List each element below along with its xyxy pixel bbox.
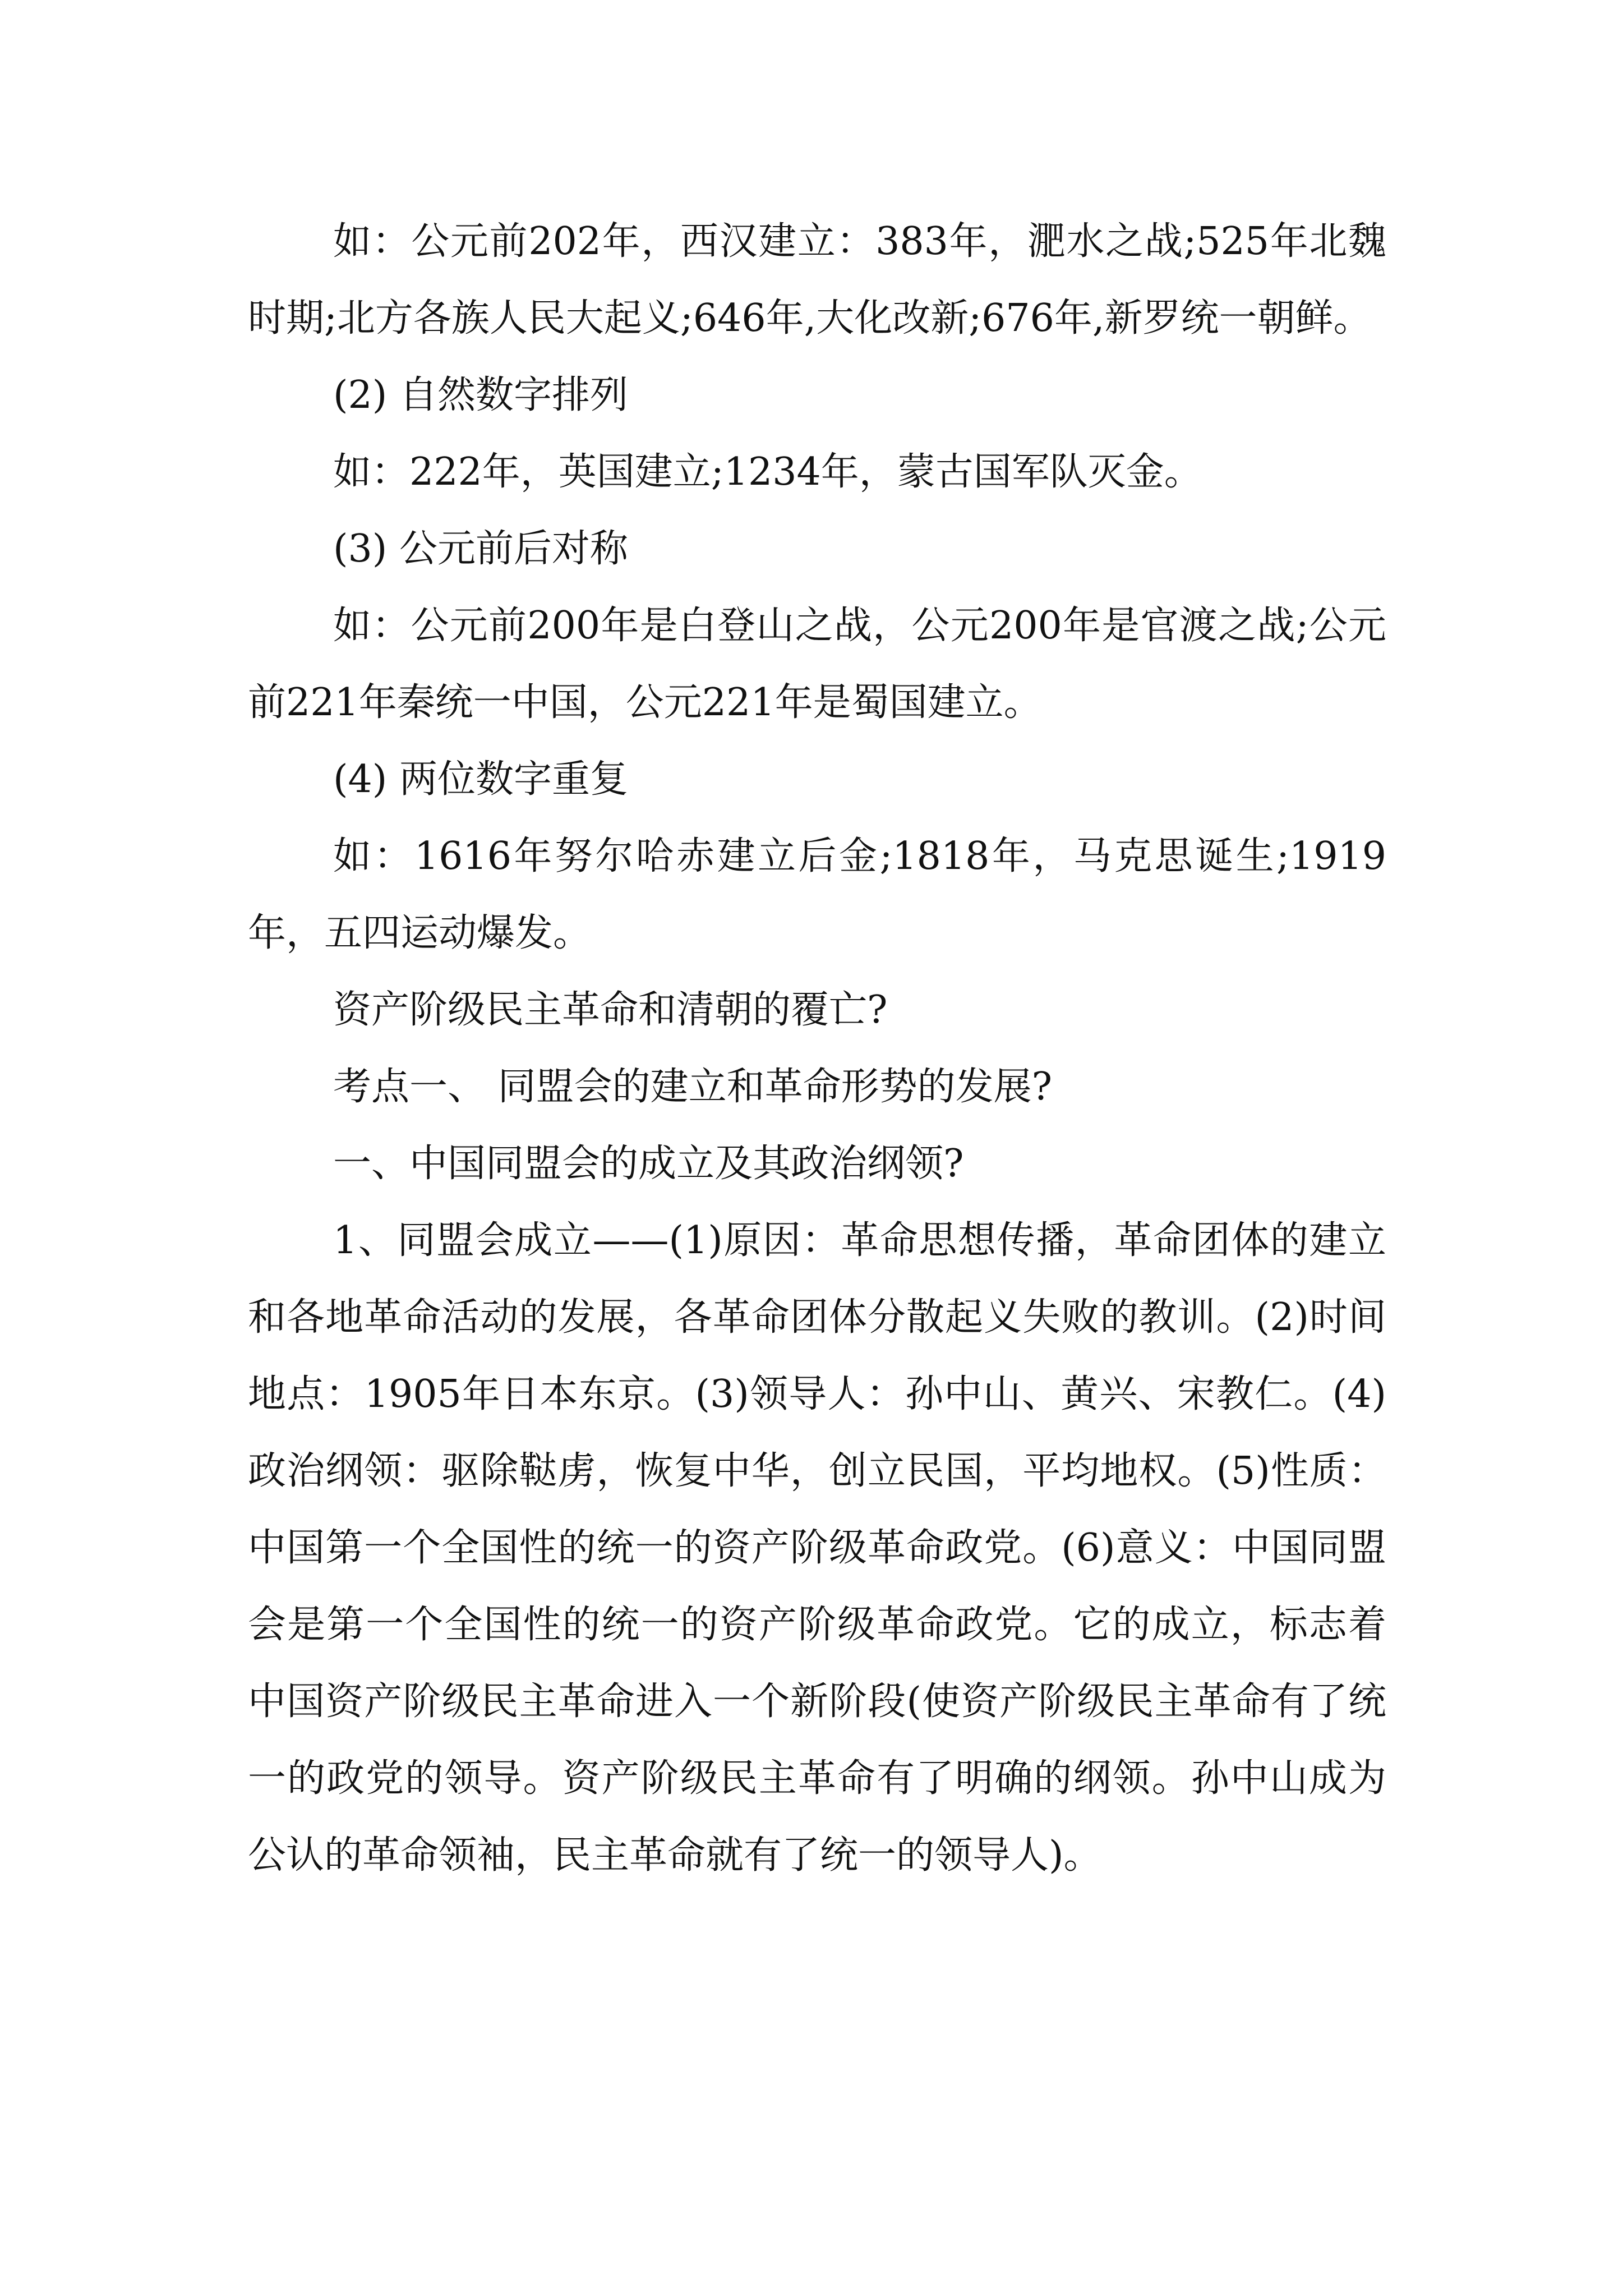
paragraph-natural-order-heading: (2) 自然数字排列 bbox=[333, 373, 628, 417]
paragraph-tongmenghui-details: 1、同盟会成立——(1)原因：革命思想传播，革命团体的建立和各地革命活动的发展，各革命团体分散起义失败的教训。(2)时间地点：1905年日本东京。(3)领导人：孙中山、黄兴、宋教仁。(4)政治纲领：驱除鞑虏，恢复中华，创立民国，平均地权。(5)性质：中国第一个全国性的统一的资产阶级革命政党。(6)意义：中国同盟会是第一个全国性的统一的资产阶级革命政党。它的成立，标志着中国资产阶级民主革命进入一个新阶段(使资产阶级民主革命有了统一的政党的领导。资产阶级民主革命有了明确的纲领。孙中山成为公认的革命领袖，民主革命就有了统一的领导人)。 bbox=[248, 1218, 1386, 1878]
paragraph-repeat-heading: (4) 两位数字重复 bbox=[333, 757, 628, 802]
document-page bbox=[248, 203, 1386, 1894]
paragraph-natural-order-example: 如：222年，英国建立;1234年，蒙古国军队灭金。 bbox=[333, 450, 1202, 494]
paragraph-section-title: 资产阶级民主革命和清朝的覆亡? bbox=[333, 988, 888, 1032]
paragraph-symmetry-heading: (3) 公元前后对称 bbox=[333, 527, 628, 571]
paragraph-symmetry-example: 如：公元前200年是白登山之战，公元200年是官渡之战;公元前221年秦统一中国，公元221年是蜀国建立。 bbox=[248, 604, 1386, 725]
paragraph-subsection-title: 一、中国同盟会的成立及其政治纲领? bbox=[333, 1142, 964, 1186]
paragraph-repeat-example: 如：1616年努尔哈赤建立后金;1818年，马克思诞生;1919年，五四运动爆发。 bbox=[248, 834, 1386, 955]
paragraph-key-point-one: 考点一、 同盟会的建立和革命形势的发展? bbox=[333, 1065, 1053, 1109]
paragraph-year-examples: 如：公元前202年，西汉建立：383年，淝水之战;525年北魏时期;北方各族人民大起义;646年,大化改新;676年,新罗统一朝鲜。 bbox=[248, 219, 1386, 341]
